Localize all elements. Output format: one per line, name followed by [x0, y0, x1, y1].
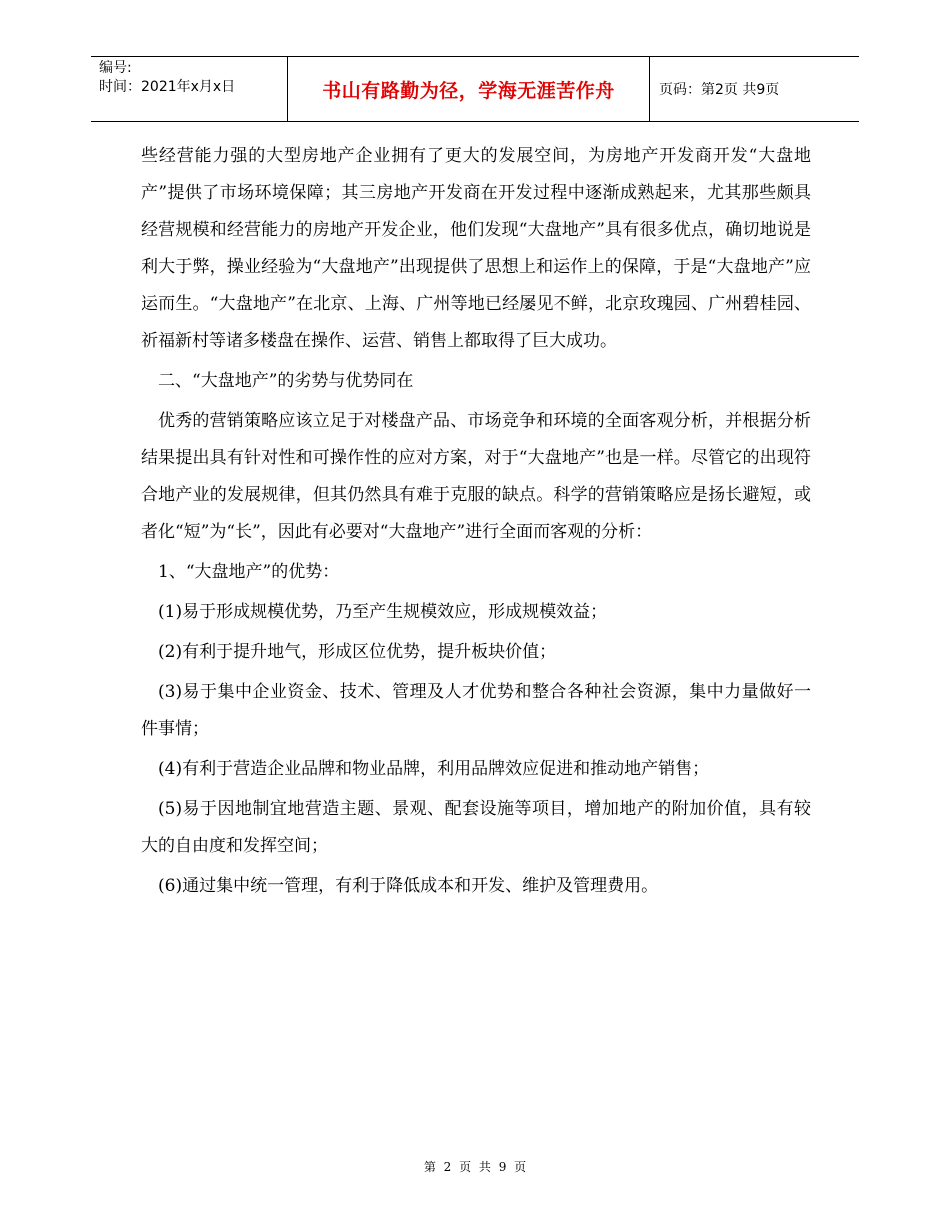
list-item: (5)易于因地制宜地营造主题、景观、配套设施等项目，增加地产的附加价值，具有较大的自由度和发挥空间；: [141, 799, 811, 856]
list-item: (1)易于形成规模优势，乃至产生规模效应，形成规模效益；: [158, 602, 608, 622]
header-divider-right: [649, 57, 650, 121]
body-paragraph: 优秀的营销策略应该立足于对楼盘产品、市场竞争和环境的全面客观分析，并根据分析结果提出具有针对性和可操作性的应对方案，对于“大盘地产”也是一样。尽管它的出现符合地产业的发展规律，但其仍然具有难于克服的缺点。科学的营销策略应是扬长避短，或者化“短”为“长”，因此有必要对“大盘地产”进行全面而客观的分析：: [141, 411, 811, 542]
header-page-info: 页码：第2页 共9页: [659, 82, 780, 98]
header-motto: 书山有路勤为径，学海无涯苦作舟: [322, 79, 615, 102]
subsection-heading-1: 1、“大盘地产”的优势：: [158, 562, 340, 582]
header-meta: [99, 59, 285, 97]
list-item: (3)易于集中企业资金、技术、管理及人才优势和整合各种社会资源，集中力量做好一件事情；: [141, 682, 811, 739]
section-heading-2: 二、“大盘地产”的劣势与优势同在: [158, 371, 414, 391]
document-header: [91, 56, 859, 122]
document-time-label: 时间：2021年x月x日: [99, 79, 236, 95]
list-item: (6)通过集中统一管理，有利于降低成本和开发、维护及管理费用。: [158, 876, 659, 896]
page-footer: 第 2 页 共 9 页: [423, 1160, 527, 1174]
document-body: [141, 138, 811, 905]
body-paragraph-continued: 些经营能力强的大型房地产企业拥有了更大的发展空间，为房地产开发商开发“大盘地产”提供了市场环境保障；其三房地产开发商在开发过程中逐渐成熟起来，尤其那些颇具经营规模和经营能力的房地产开发企业，他们发现“大盘地产”具有很多优点，确切地说是利大于弊，操业经验为“大盘地产”出现提供了思想上和运作上的保障，于是“大盘地产”应运而生。“大盘地产”在北京、上海、广州等地已经屡见不鲜，北京玫瑰园、广州碧桂园、祈福新村等诸多楼盘在操作、运营、销售上都取得了巨大成功。: [141, 146, 811, 351]
document-number-label: 编号:: [99, 60, 132, 76]
list-item: (4)有利于营造企业品牌和物业品牌，利用品牌效应促进和推动地产销售；: [158, 759, 710, 779]
list-item: (2)有利于提升地气，形成区位优势，提升板块价值；: [158, 642, 557, 662]
